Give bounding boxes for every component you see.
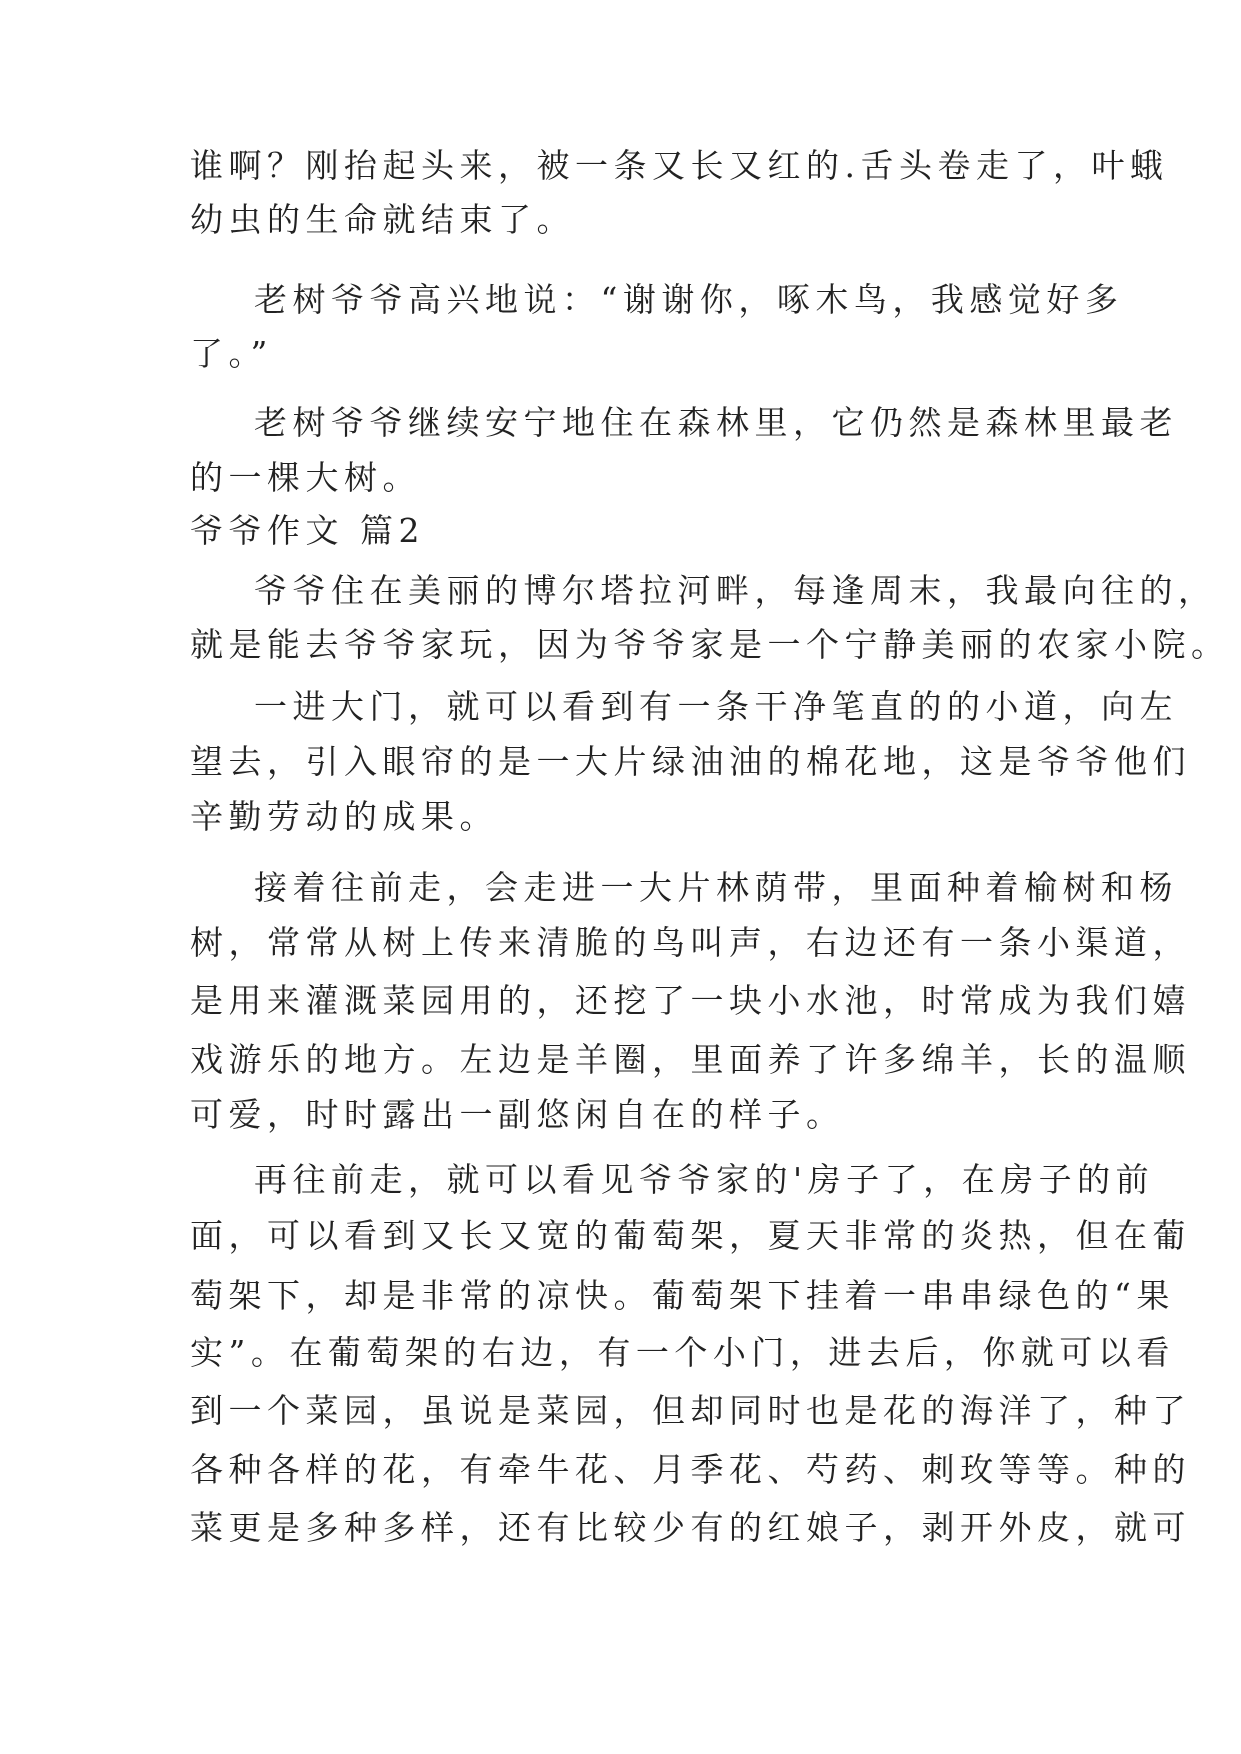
text-line: 爷爷住在美丽的博尔塔拉河畔，每逢周末，我最向往的， <box>254 571 1217 610</box>
text-line: 接着往前走，会走进一大片林荫带，里面种着榆树和杨 <box>254 868 1178 907</box>
text-line: 面，可以看到又长又宽的葡萄架，夏天非常的炎热，但在葡 <box>190 1216 1191 1255</box>
text-line: 各种各样的花，有牵牛花、月季花、芍药、刺玫等等。种的 <box>190 1450 1191 1489</box>
text-line: 可爱，时时露出一副悠闲自在的样子。 <box>190 1095 845 1134</box>
text-line: 树，常常从树上传来清脆的鸟叫声，右边还有一条小渠道， <box>190 923 1191 962</box>
text-line: 幼虫的生命就结束了。 <box>190 200 575 239</box>
text-line: 是用来灌溉菜园用的，还挖了一块小水池，时常成为我们嬉 <box>190 981 1191 1020</box>
text-line: 老树爷爷继续安宁地住在森林里，它仍然是森林里最老 <box>254 403 1178 442</box>
text-line: 到一个菜园，虽说是菜园，但却同时也是花的海洋了，种了 <box>190 1391 1191 1430</box>
text-line: 萄架下，却是非常的凉快。葡萄架下挂着一串串绿色的“果 <box>190 1276 1175 1315</box>
section-heading: 爷爷作文 篇2 <box>190 511 425 550</box>
text-line: 谁啊？刚抬起头来，被一条又长又红的.舌头卷走了，叶蛾 <box>190 146 1169 185</box>
text-line: 辛勤劳动的成果。 <box>190 797 498 836</box>
text-line: 老树爷爷高兴地说：“谢谢你，啄木鸟，我感觉好多 <box>254 280 1124 319</box>
text-line: 菜更是多种多样，还有比较少有的红娘子，剥开外皮，就可 <box>190 1508 1191 1547</box>
text-line: 戏游乐的地方。左边是羊圈，里面养了许多绵羊，长的温顺 <box>190 1040 1191 1079</box>
text-line: 就是能去爷爷家玩，因为爷爷家是一个宁静美丽的农家小院。 <box>190 625 1230 664</box>
text-line: 实”。在葡萄架的右边，有一个小门，进去后，你就可以看 <box>190 1333 1175 1372</box>
text-line: 了。” <box>190 334 273 373</box>
text-line: 再往前走，就可以看见爷爷家的'房子了，在房子的前 <box>254 1160 1155 1199</box>
text-line: 望去，引入眼帘的是一大片绿油油的棉花地，这是爷爷他们 <box>190 742 1191 781</box>
text-line: 的一棵大树。 <box>190 458 421 497</box>
text-line: 一进大门，就可以看到有一条干净笔直的的小道，向左 <box>254 687 1178 726</box>
